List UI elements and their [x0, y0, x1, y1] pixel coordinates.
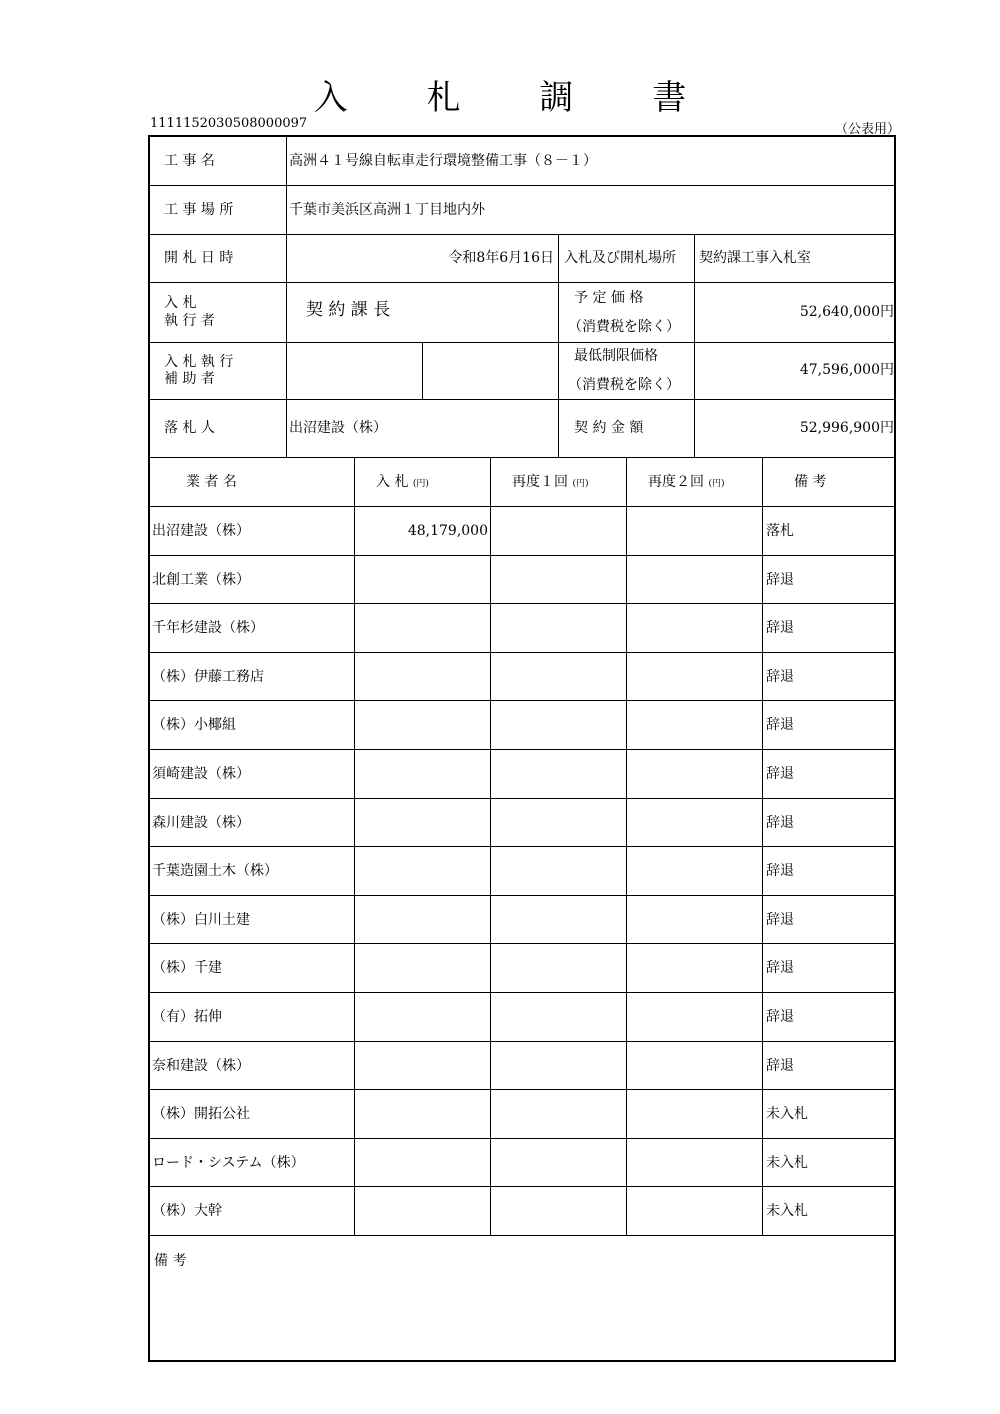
- row-company: 千年杉建設（株）: [152, 620, 264, 637]
- min-price-label-1: 最低制限価格: [574, 348, 658, 364]
- row-remarks: 未入札: [766, 1106, 808, 1123]
- grid-line: [150, 749, 896, 750]
- grid-line: [354, 457, 355, 1235]
- grid-line: [150, 652, 896, 653]
- grid-line: [150, 1089, 896, 1090]
- row-remarks: 辞退: [766, 814, 794, 831]
- grid-line: [150, 846, 896, 847]
- assistant-label-1: 入 札 執 行: [164, 354, 234, 370]
- planned-price-label-2: （消費税を除く）: [568, 319, 680, 335]
- winning-bidder: 出沼建設（株）: [289, 420, 387, 436]
- bid-executor: 契 約 課 長: [306, 300, 391, 320]
- row-remarks: 辞退: [766, 911, 794, 928]
- project-name-label: 工 事 名: [164, 153, 215, 169]
- grid-line: [762, 457, 763, 1235]
- row-remarks: 辞退: [766, 668, 794, 685]
- row-company: 千葉造園土木（株）: [152, 863, 278, 880]
- document-number: 1111152030508000097: [150, 116, 308, 131]
- row-company: （株）白川土建: [152, 911, 250, 928]
- winner-label: 落 札 人: [164, 420, 215, 436]
- opening-label: 開 札 日 時: [164, 250, 234, 266]
- row-company: 森川建設（株）: [152, 814, 250, 831]
- row-remarks: 辞退: [766, 620, 794, 637]
- grid-line: [150, 798, 896, 799]
- project-location: 千葉市美浜区高洲１丁目地内外: [289, 202, 485, 218]
- row-company: 須崎建設（株）: [152, 766, 250, 782]
- row-company: （株）千建: [152, 960, 222, 977]
- contract-amount: 52,996,900円: [799, 420, 894, 436]
- row-remarks: 未入札: [766, 1203, 808, 1220]
- row-remarks: 辞退: [766, 1009, 794, 1025]
- row-bid: 48,179,000: [407, 523, 488, 539]
- row-remarks: 辞退: [766, 717, 794, 734]
- grid-line: [150, 506, 896, 507]
- col-remarks: 備 考: [794, 474, 827, 490]
- project-name: 高洲４１号線自転車走行環境整備工事（８－１）: [289, 153, 597, 169]
- row-company: 奈和建設（株）: [152, 1057, 250, 1074]
- grid-line: [626, 457, 627, 1235]
- row-company: ロード・システム（株）: [152, 1154, 305, 1171]
- row-company: （株）小椰組: [152, 717, 236, 734]
- grid-line: [150, 992, 896, 993]
- row-company: （有）拓伸: [152, 1009, 222, 1025]
- row-remarks: 辞退: [766, 766, 794, 782]
- bid-place: 契約課工事入札室: [699, 250, 811, 266]
- grid-line: [490, 457, 491, 1235]
- grid-line: [150, 1138, 896, 1139]
- document-title: 入 札 調 書: [313, 78, 721, 118]
- contract-amount-label: 契 約 金 額: [574, 420, 644, 436]
- grid-line: [150, 943, 896, 944]
- row-company: 出沼建設（株）: [152, 523, 250, 539]
- grid-line: [150, 895, 896, 896]
- grid-line: [150, 700, 896, 701]
- row-remarks: 辞退: [766, 571, 794, 588]
- executor-label-2: 執 行 者: [164, 313, 215, 329]
- row-remarks: 未入札: [766, 1154, 808, 1171]
- bid-table-frame: [148, 135, 896, 1362]
- opening-date: 令和8年6月16日: [448, 250, 554, 266]
- row-company: （株）大幹: [152, 1203, 222, 1220]
- row-remarks: 辞退: [766, 960, 794, 977]
- planned-price-label-1: 予 定 価 格: [574, 290, 644, 306]
- col-rebid1: 再度１回 (円): [512, 474, 589, 490]
- planned-price: 52,640,000円: [799, 304, 894, 320]
- assistant-label-2: 補 助 者: [164, 371, 215, 387]
- public-label: （公表用）: [834, 122, 900, 137]
- min-price: 47,596,000円: [799, 362, 894, 378]
- grid-line: [150, 603, 896, 604]
- row-remarks: 辞退: [766, 1057, 794, 1074]
- grid-line: [150, 555, 896, 556]
- col-company: 業 者 名: [186, 474, 237, 490]
- row-remarks: 落札: [766, 523, 794, 539]
- row-company: （株）開拓公社: [152, 1106, 250, 1123]
- executor-label-1: 入 札: [164, 295, 197, 311]
- grid-line: [150, 1041, 896, 1042]
- row-company: 北創工業（株）: [152, 571, 250, 588]
- grid-line: [150, 1186, 896, 1187]
- footer-remarks-label: 備 考: [154, 1253, 187, 1269]
- location-label: 工 事 場 所: [164, 202, 234, 218]
- col-rebid2: 再度２回 (円): [648, 474, 725, 490]
- place-label: 入札及び開札場所: [564, 250, 676, 266]
- row-remarks: 辞退: [766, 863, 794, 880]
- min-price-label-2: （消費税を除く）: [568, 377, 680, 393]
- col-bid: 入 札 (円): [376, 474, 429, 490]
- grid-line: [150, 1235, 896, 1236]
- row-company: （株）伊藤工務店: [152, 668, 264, 685]
